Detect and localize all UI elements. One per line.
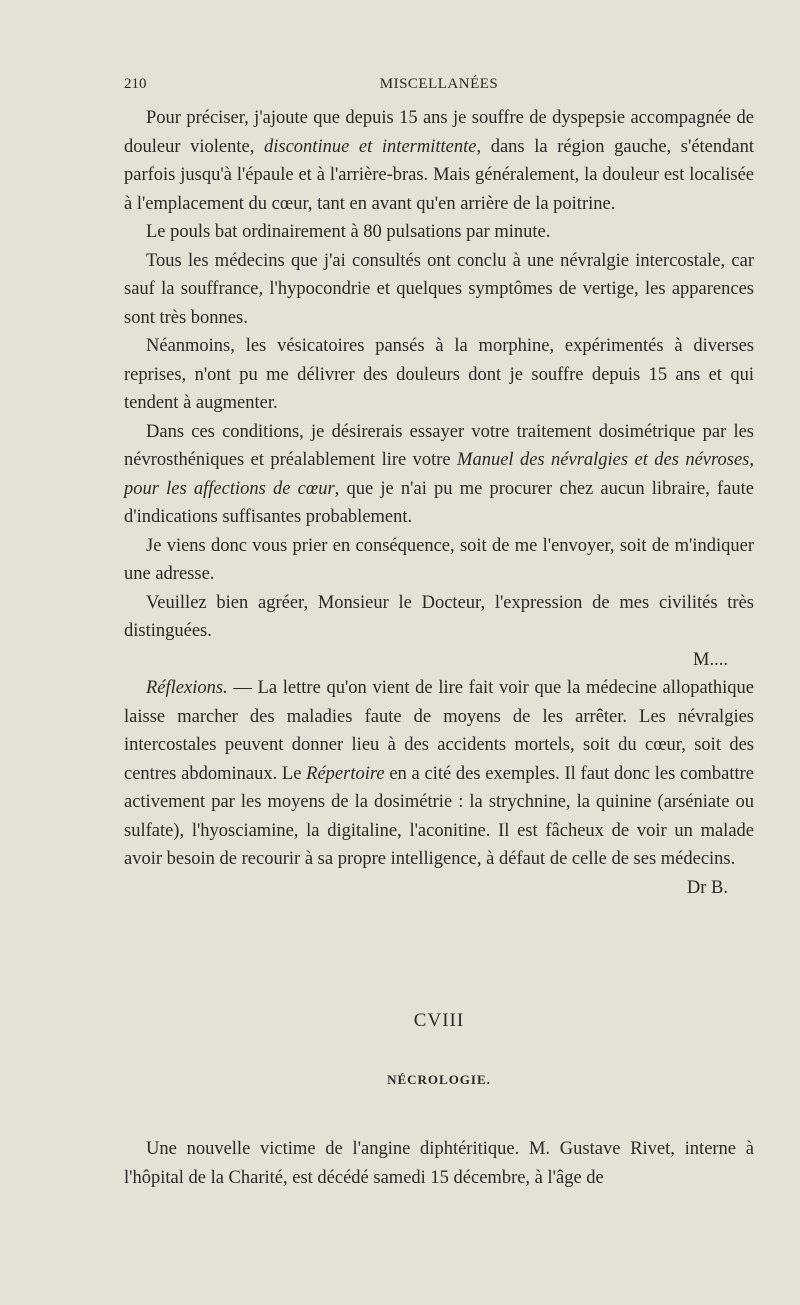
- letter-paragraph: Néanmoins, les vésicatoires pansés à la morphine, expérimentés à diverses reprises, n'ont pu me délivrer des douleurs dont je souffre depuis 15 ans et qui tendent à augmenter.: [124, 336, 754, 413]
- letter-text: [124, 104, 754, 674]
- emphasis: discontinue et intermittente: [264, 136, 477, 157]
- running-title: MISCELLANÉES: [379, 76, 499, 92]
- book-title: Manuel des névralgies et des névroses, pour les affections de cœur: [124, 450, 754, 499]
- letter-paragraph: Veuillez bien agréer, Monsieur le Docteur, l'expression de mes civilités très distinguées.: [124, 592, 754, 641]
- letter-paragraph: Tous les médecins que j'ai consultés ont conclu à une névralgie intercostale, car sauf la souffrance, l'hypocondrie et quelques symptômes de vertige, les apparences sont très bonnes.: [124, 250, 754, 328]
- letter-paragraph: Dans ces conditions, je désirerais essayer votre traitement dosimétrique par les névrosthéniques et préalablement lire votre Manuel des névralgies et des névroses, pour les affections de cœur, que je n'ai pu me procurer chez aucun libraire, faute d'indications suffisantes probablement.: [124, 421, 754, 527]
- letter-paragraph: Pour préciser, j'ajoute que depuis 15 ans je souffre de dyspepsie accompagnée de douleur violente, discontinue et intermittente, dans la région gauche, s'étendant parfois jusqu'à l'épaule et à l'arrière-bras. Mais généralement, la douleur est localisée à l'emplacement du cœur, tant en avant qu'en arrière de la poitrine.: [124, 108, 754, 214]
- letter-signature: M....: [693, 649, 728, 670]
- letter-paragraph: Je viens donc vous prier en conséquence, soit de me l'envoyer, soit de m'indiquer une adresse.: [124, 535, 754, 584]
- letter-paragraph: Le pouls bat ordinairement à 80 pulsations par minute.: [146, 222, 551, 242]
- journal-title: Répertoire: [306, 763, 385, 784]
- reflexions-text: [124, 674, 754, 902]
- section-number: CVIII: [413, 1010, 465, 1031]
- page-number: 210: [124, 76, 147, 92]
- author-signature: Dr B.: [686, 877, 728, 898]
- page-header: [124, 76, 754, 98]
- reflexions-paragraph: Réflexions. — La lettre qu'on vient de lire fait voir que la médecine allopathique laisse marcher des maladies faute de moyens de les arrêter. Les névralgies intercostales peuvent donner lieu à des accidents mortels, soit du cœur, soit des centres abdominaux. Le Répertoire en a cité des exemples. Il faut donc les combattre activement par les moyens de la dosimétrie : la strychnine, la quinine (arséniate ou sulfate), l'hyosciamine, la digitaline, l'aconitine. Il est fâcheux de voir un malade avoir besoin de recourir à sa propre intelligence, à défaut de celle de ses médecins.: [124, 678, 754, 869]
- section-title: NÉCROLOGIE.: [387, 1072, 491, 1087]
- necrologie-text: [124, 1135, 754, 1192]
- reflexions-label: Réflexions.: [146, 678, 228, 698]
- necrologie-paragraph: Une nouvelle victime de l'angine diphtéritique. M. Gustave Rivet, interne à l'hôpital de la Charité, est décédé samedi 15 décembre, à l'âge de: [124, 1139, 754, 1188]
